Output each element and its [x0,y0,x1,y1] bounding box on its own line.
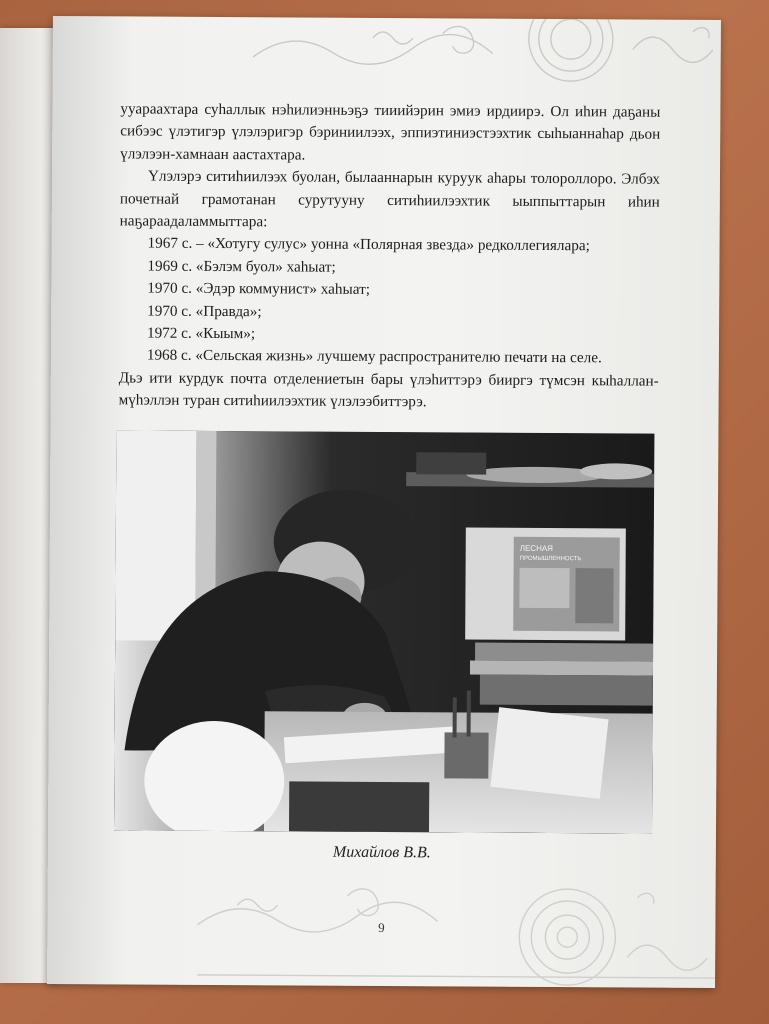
award-item: 1968 с. «Сельская жизнь» лучшему распространителю печати на селе. [146,347,602,367]
page-number: 9 [378,919,385,936]
photo-caption: Михайлов В.В. [332,843,431,862]
closing-paragraph: Дьэ ити курдук почта отделениетын бары үлэһиттэрэ бииргэ түмсэн кыһаллан-мүһэллэн туран ситиһиилээхтик үлэлээбиттэрэ. [118,369,659,411]
poster-subtitle: ПРОМЫШЛЕННОСТЬ [519,555,582,563]
award-item: 1969 с. «Бэлэм буол» хаһыат; [147,257,336,276]
top-ornament [253,17,721,90]
archival-photo [114,430,654,833]
award-item: 1972 с. «Кыым»; [146,324,256,343]
poster-title: ЛЕСНАЯ [519,543,554,554]
award-item: 1970 с. «Эдэр коммунист» хаһыат; [147,279,371,299]
award-item: 1970 с. «Правда»; [147,302,262,320]
award-item: 1967 с. – «Хотугу сулус» уонна «Полярная звезда» редколлегиялара; [147,234,590,255]
paragraph-2: Үлэлэрэ ситиһиилээх буолан, былааннарын куруук аһары толороллоро. Элбэх почетнай грамотанан сурутууну ситиһиилээхтик ыыппыттарын иһин наҕараадаламмыттара: [119,167,661,231]
book-page [47,16,721,988]
paragraph-1: ууараахтара суһаллык нэһилиэнньэҕэ тииийэрин эмиэ ирдиирэ. Ол иһин даҕаны сибээс үлэтигэр үлэлэригэр бэриниилээх, эппиэтиниэстээхтик сыһыаннаһар дьон үлэлээн-хамнаан аастахтара. [120,100,661,164]
main-text [119,98,661,415]
photo-drawing [114,430,654,833]
